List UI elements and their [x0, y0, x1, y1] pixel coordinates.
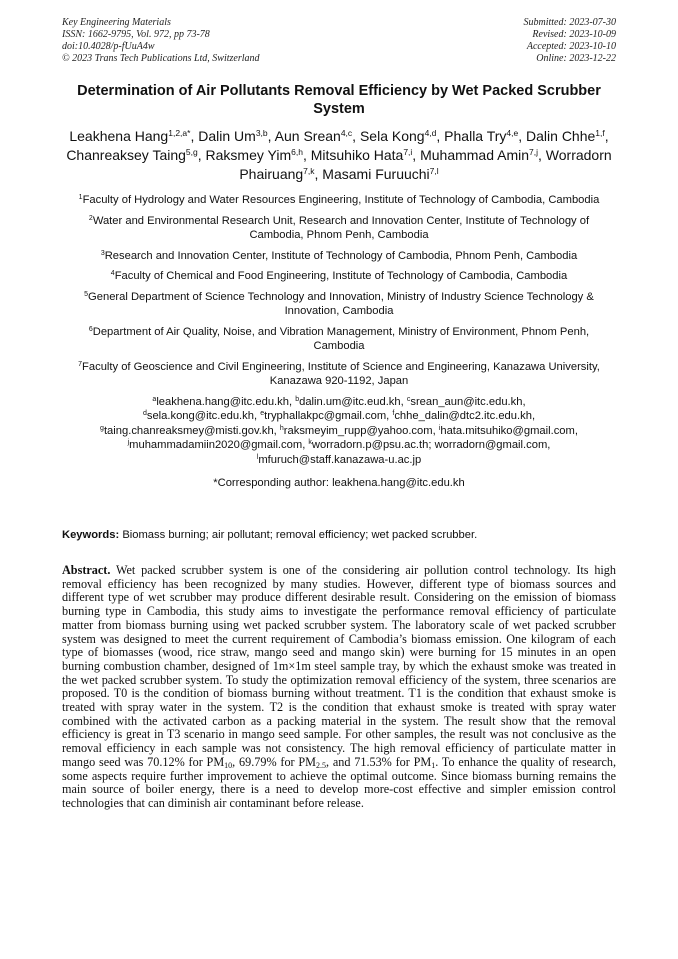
email-link[interactable]: chhe_dalin@dtc2.itc.edu.kh	[394, 410, 532, 422]
author-list: Leakhena Hang$^{1,2,a*}$, Dalin Um$^{3,b}$, Aun Srean$^{4,c}$, Sela Kong$^{4,d}$, Phalla Try$^{4,e}$, Dalin Chhe$^{1,f}$, Chanreaksey Taing$^{5,g}$, Raksmey Yim$^{6,h}$, Mitsuhiko Hata$^{7,i}$, Muhammad Amin$^{7,j}$, Worradorn Phairuang$^{7,k}$, Masami Furuuchi$^{7,l}$	[66, 128, 612, 182]
email-link[interactable]: dalin.um@itc.eud.kh	[299, 395, 401, 408]
corresponding-author: *Corresponding author: leakhena.hang@itc.edu.kh	[213, 477, 465, 489]
email-link[interactable]: sela.kong@itc.edu.kh	[146, 410, 254, 422]
email-link[interactable]: raksmeyim_rupp@yahoo.com	[283, 424, 433, 437]
journal-name: Key Engineering Materials	[62, 17, 171, 28]
email-link[interactable]: leakhena.hang@itc.edu.kh	[156, 395, 289, 408]
online-date: Online: 2023-12-22	[536, 53, 616, 64]
paper-title: Determination of Air Pollutants Removal Efficiency by Wet Packed Scrubber System	[77, 83, 601, 117]
email-link[interactable]: srean_aun@itc.edu.kh	[410, 395, 523, 408]
abstract-label: Abstract.	[62, 563, 111, 577]
email-link[interactable]: tryphallakpc@gmail.com	[264, 410, 387, 422]
email-link[interactable]: muhammadamiin2020@gmail.com	[129, 439, 303, 451]
doi-line: doi:10.4028/p-fUuA4w	[62, 41, 155, 52]
keywords-text: Biomass burning; air pollutant; removal efficiency; wet packed scrubber.	[122, 529, 478, 541]
copyright-line: © 2023 Trans Tech Publications Ltd, Switzerland	[62, 53, 260, 64]
abstract-body: Wet packed scrubber system is one of the considering air pollution control technology. Its high removal efficiency has been recognized by many studies. However, different type of biomass sources and different type of wet scrubber may produce different desirable result. Considering on the emission of biomass burning type in Cambodia, this study aims to investigate the performance removal efficiency of particulate matter from biomass burning using wet packed scrubber system. The laboratory scale of wet packed scrubber system was designed to meet the current requirement of Cambodia’s biomass emission. One kilogram of each type of biomasses (wood, rice straw, mango seed and mango skin) were burning for 15 minutes in an open burning combustion chamber, designed of 1m×1m steel sample tray, by which the exhaust smoke was treated in the wet packed scrubber system. To study the optimization removal efficiency of the system, three scenarios are proposed. T0 is the condition of biomass burning without treatment. T1 is the condition that exhaust smoke is treated with spray water in the system. T2 is the condition that exhaust smoke is treated with spray water combined with the activated carbon as a packing material in the system. The result show that the removal efficiency is great in T3 scenario in mango seed sample. For other samples, the result was not conclusive as the removal efficiency in each sample was not consistency. The high removal efficiency of particulate matter in mango seed was 70.12% for PM	[62, 563, 616, 769]
author: Sela Kong$^{4,d}$	[359, 128, 437, 144]
affiliation: $^1$Faculty of Hydrology and Water Resources Engineering, Institute of Technology of Cambodia, Cambodia	[78, 194, 600, 206]
affiliation: $^5$General Department of Science Technology and Innovation, Ministry of Industry Science Technology & Innovation, Cambodia	[84, 290, 594, 317]
author: Chanreaksey Taing$^{5,g}$	[66, 147, 198, 163]
affiliations	[62, 193, 616, 491]
keywords	[62, 528, 616, 542]
email-link[interactable]: mfuruch@staff.kanazawa-u.ac.jp	[258, 453, 422, 466]
affiliation: $^6$Department of Air Quality, Noise, and Vibration Management, Ministry of Environment, Phnom Penh, Cambodia	[88, 325, 590, 352]
submitted-date: Submitted: 2023-07-30	[523, 17, 616, 28]
publication-dates	[524, 17, 617, 65]
accepted-date: Accepted: 2023-10-10	[526, 41, 616, 52]
issn-line: ISSN: 1662-9795, Vol. 972, pp 73-78	[62, 29, 210, 40]
author: Worradorn Phairuang$^{7,k}$	[239, 147, 612, 182]
affiliation: $^3$Research and Innovation Center, Institute of Technology of Cambodia, Phnom Penh, Cambodia	[100, 249, 578, 262]
revised-date: Revised: 2023-10-09	[532, 29, 616, 40]
author: Phalla Try$^{4,e}$	[444, 128, 519, 144]
author: Leakhena Hang$^{1,2,a*}$	[69, 128, 191, 144]
email-link[interactable]: taing.chanreaksmey@misti.gov.kh	[103, 424, 274, 437]
author: Mitsuhiko Hata$^{7,i}$	[310, 147, 413, 163]
journal-info	[62, 17, 260, 65]
affiliation: $^4$Faculty of Chemical and Food Engineering, Institute of Technology of Cambodia, Cambodia	[110, 270, 568, 282]
affiliation: $^2$Water and Environmental Research Unit, Research and Innovation Center, Institute of Technology of Cambodia, Phnom Penh, Cambodia	[88, 214, 590, 241]
email-link[interactable]: hata.mitsuhiko@gmail.com	[440, 424, 575, 437]
affiliation: $^7$Faculty of Geoscience and Civil Engineering, Institute of Science and Engineering, Kanazawa University, Kanazawa 920-1192, Japan	[78, 360, 600, 387]
author: Muhammad Amin$^{7,j}$	[420, 147, 538, 163]
author: Masami Furuuchi$^{7,l}$	[322, 166, 439, 182]
author: Raksmey Yim$^{6,h}$	[205, 147, 303, 163]
author-emails: $^a$leakhena.hang@itc.edu.kh, $^b$dalin.um@itc.eud.kh, $^c$srean_aun@itc.edu.kh, $^d$sela.kong@itc.edu.kh, $^e$tryphallakpc@gmail.com, $^f$chhe_dalin@dtc2.itc.edu.kh, $^g$taing.chanreaksmey@misti.gov.kh, $^h$raksmeyim_rupp@yahoo.com, $^i$hata.mitsuhiko@gmail.com, $^j$muhammadamiin2020@gmail.com, $^k$worradorn.p@psu.ac.th; worradorn@gmail.com, $^l$mfuruch@staff.kanazawa-u.ac.jp	[100, 395, 578, 466]
author: Aun Srean$^{4,c}$	[274, 128, 353, 144]
author: Dalin Chhe$^{1,f}$	[526, 128, 605, 144]
abstract: Abstract. Wet packed scrubber system is one of the considering air pollution control technology. Its high removal efficiency has been recognized by many studies. However, different type of biomass sources and different type of wet scrubber may produce different desirable result. Considering on the emission of biomass burning type in Cambodia, this study aims to investigate the performance removal efficiency of particulate matter from biomass burning using wet packed scrubber system. The laboratory scale of wet packed scrubber system was designed to meet the current requirement of Cambodia’s biomass emission. One kilogram of each type of biomasses (wood, rice straw, mango seed and mango skin) were burning for 15 minutes in an open burning combustion chamber, designed of 1m×1m steel sample tray, by which the exhaust smoke was treated in the wet packed scrubber system. To study the optimization removal efficiency of the system, three scenarios are proposed. T0 is the condition of biomass burning without treatment. T1 is the condition that exhaust smoke is treated with spray water in the system. T2 is the condition that exhaust smoke is treated with spray water combined with the activated carbon as a packing material in the system. The result show that the removal efficiency is great in T3 scenario in mango seed sample. For other samples, the result was not conclusive as the removal efficiency in each sample was not consistency. The high removal efficiency of particulate matter in mango seed was 70.12% for $PM_{10}$, 69.79% for $PM_{2.5}$, and 71.53% for $PM_1$. To enhance the quality of research, some aspects require further improvement to achieve the optimal outcome. Since biomass burning remains the main source of boiler energy, there is a need to develop more-cost effective and simpler emission control technologies that can diminish air contaminant before release.	[62, 563, 616, 810]
email-link[interactable]: worradorn.p@psu.ac.th; worradorn@gmail.com	[311, 439, 548, 451]
keywords-label: Keywords:	[62, 529, 120, 541]
author: Dalin Um$^{3,b}$	[198, 128, 268, 144]
